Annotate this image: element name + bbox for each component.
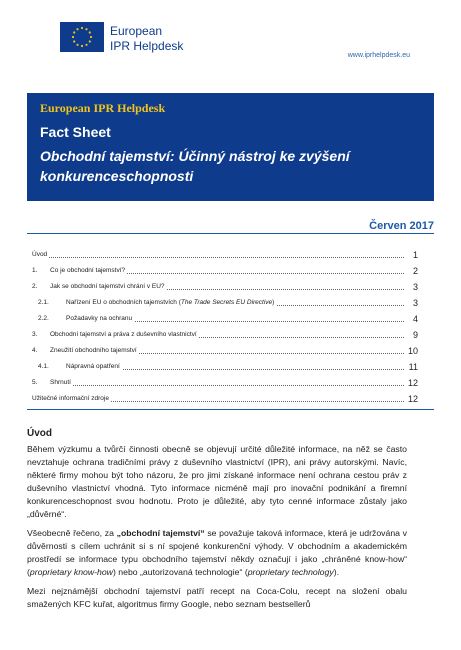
section-heading: Úvod <box>27 428 52 439</box>
toc-leader <box>50 385 406 386</box>
toc-label: Co je obchodní tajemství? <box>50 263 127 279</box>
eu-star-icon <box>89 31 91 33</box>
body-text <box>27 427 407 617</box>
eu-star-icon <box>76 28 78 30</box>
toc-label: Jak se obchodní tajemství chrání v EU? <box>50 279 167 295</box>
eu-star-icon <box>73 40 75 42</box>
toc-item[interactable] <box>32 391 418 407</box>
toc-page: 1 <box>404 247 418 263</box>
text-run: ). <box>333 567 339 577</box>
toc-item[interactable] <box>32 247 418 263</box>
text-run: se považuje taková informace, která je udržována v důvěrnosti s cílem uchránit si s ní spojené konkurenční výhody. V obchodním a akademickém prostředí se informace typu obchodního tajemství někdy označují i jako „chráněné know-how“ ( <box>27 528 407 577</box>
eu-star-icon <box>89 40 91 42</box>
toc-page: 12 <box>404 391 418 407</box>
eu-star-icon <box>73 31 75 33</box>
toc-page: 3 <box>404 295 418 311</box>
banner-org: European IPR Helpdesk <box>40 101 166 115</box>
eu-star-icon <box>85 28 87 30</box>
toc-item[interactable] <box>32 311 418 327</box>
toc-number: 3. <box>32 331 38 338</box>
title-banner <box>27 93 434 201</box>
toc-page: 12 <box>404 375 418 391</box>
toc-label: Zneužití obchodního tajemství <box>50 343 139 359</box>
toc-page: 4 <box>404 311 418 327</box>
eu-star-icon <box>81 45 83 47</box>
toc-label: Užitečné informační zdroje <box>32 391 111 407</box>
brand-name <box>110 24 183 54</box>
toc-item[interactable] <box>32 279 418 295</box>
text-run: Všeobecně řečeno, za <box>27 528 117 538</box>
table-of-contents <box>32 247 418 407</box>
eu-star-icon <box>85 44 87 46</box>
brand-line-1: European <box>110 24 163 38</box>
toc-page: 11 <box>404 359 418 375</box>
toc-number: 2.2. <box>38 315 49 322</box>
toc-label-a: Nařízení EU o obchodních tajemstvích ( <box>66 299 181 306</box>
toc-page: 10 <box>404 343 418 359</box>
paragraph: Mezi nejznámější obchodní tajemství patří recept na Coca-Colu, recept na složení obalu smažených KFC kuřat, algoritmus firmy Google, nebo seznam bestsellerů <box>27 586 407 609</box>
eu-star-icon <box>76 44 78 46</box>
toc-number: 4. <box>32 347 38 354</box>
eu-star-icon <box>90 36 92 38</box>
toc-number: 4.1. <box>38 363 49 370</box>
paragraph <box>27 527 407 579</box>
toc-label <box>66 295 276 311</box>
toc-number: 1. <box>32 267 38 274</box>
toc-item[interactable] <box>32 327 418 343</box>
toc-number: 2. <box>32 283 38 290</box>
toc-label: Shrnutí <box>50 375 73 391</box>
toc-leader <box>32 257 406 258</box>
eu-star-icon <box>72 36 74 38</box>
toc-label: Obchodní tajemství a práva z duševního vlastnictví <box>50 327 199 343</box>
text-run-bold: „obchodní tajemství“ <box>116 528 205 538</box>
website-link[interactable]: www.iprhelpdesk.eu <box>347 52 410 59</box>
eu-star-icon <box>81 27 83 29</box>
toc-label: Požadavky na ochranu <box>66 311 134 327</box>
toc-label-italic: The Trade Secrets EU Directive <box>180 299 273 306</box>
text-run-italic: proprietary know-how <box>29 567 113 577</box>
text-run-italic: proprietary technology <box>247 567 334 577</box>
divider <box>27 233 434 234</box>
text-run: ) nebo „autorizovaná technologie“ ( <box>112 567 248 577</box>
toc-item[interactable] <box>32 359 418 375</box>
document-title: Obchodní tajemství: Účinný nástroj ke zvýšení konkurenceschopnosti <box>40 148 350 184</box>
divider <box>27 409 434 410</box>
toc-page: 3 <box>404 279 418 295</box>
toc-page: 9 <box>404 327 418 343</box>
toc-page: 2 <box>404 263 418 279</box>
publication-date: Červen 2017 <box>369 220 434 232</box>
paragraph: Během výzkumu a tvůrčí činnosti obecně se objevují určité důležité informace, na něž se často nevztahuje ochrana tradičními právy z duševního vlastnictví (IPR), ani právy autorskými. Navíc, některé firmy mohou být toho názoru, že pro jimi získané informace není ochrana cestou práv z duševního vlastnictví vhodná. Tyto informace nicméně mají pro inovační podnikání a firemní konkurenceschopnost svou hodnotu. Proto je důležité, aby tyto cenné informace zůstaly jako „důvěrné“. <box>27 444 407 519</box>
toc-item[interactable] <box>32 343 418 359</box>
toc-label: Nápravná opatření <box>66 359 122 375</box>
toc-item[interactable] <box>32 263 418 279</box>
brand-line-2: IPR Helpdesk <box>110 39 184 53</box>
eu-flag-icon <box>60 22 104 52</box>
toc-number: 2.1. <box>38 299 49 306</box>
toc-label: Úvod <box>32 247 49 263</box>
banner-kind: Fact Sheet <box>40 124 111 140</box>
toc-label-b: ) <box>272 299 275 306</box>
toc-number: 5. <box>32 379 38 386</box>
toc-item[interactable] <box>32 375 418 391</box>
toc-item[interactable] <box>32 295 418 311</box>
header <box>60 22 410 62</box>
